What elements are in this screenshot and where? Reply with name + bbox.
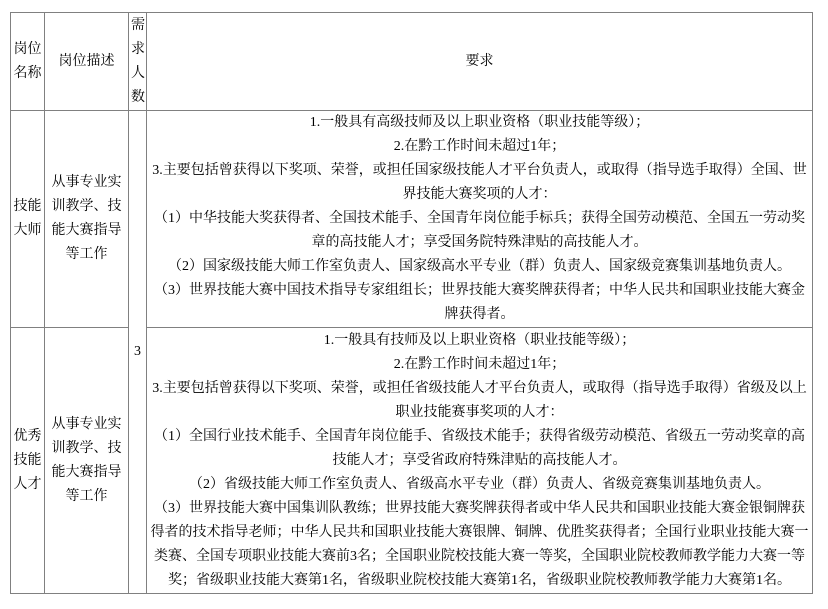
position-description-excellent-talent: 从事专业实训教学、技能大赛指导等工作 (45, 328, 129, 594)
position-name-skill-master: 技能大师 (11, 111, 45, 328)
requirement-paragraph: （3）世界技能大赛中国集训队教练；世界技能大赛奖牌获得者或中华人民共和国职业技能大赛金银铜牌获得者的技术指导老师；中华人民共和国职业技能大赛银牌、铜牌、优胜奖获得者；全国行业职业技能大赛一类赛、全国专项职业技能大赛前3名；全国职业院校技能大赛一等奖，全国职业院校教师教学能力大赛一等奖；省级职业技能大赛第1名，省级职业院校技能大赛第1名，省级职业院校教师教学能力大赛第1名。 (150, 500, 809, 588)
requirements-skill-master (147, 111, 813, 328)
requirement-paragraph: （3）世界技能大赛中国技术指导专家组组长；世界技能大赛奖牌获得者；中华人民共和国职业技能大赛金牌获得者。 (154, 283, 805, 322)
requirement-paragraph: 3.主要包括曾获得以下奖项、荣誉，或担任省级技能人才平台负责人，或取得（指导选手取得）省级及以上职业技能赛事奖项的人才： (152, 380, 807, 420)
requirement-paragraph: （1）全国行业技术能手、全国青年岗位能手、省级技术能手；获得省级劳动模范、省级五一劳动奖章的高技能人才；享受省政府特殊津贴的高技能人才。 (154, 428, 805, 468)
requirement-paragraph: 1.一般具有技师及以上职业资格（职业技能等级）； (323, 332, 636, 348)
header-headcount: 需求人数 (129, 13, 147, 111)
position-description-skill-master: 从事专业实训教学、技能大赛指导等工作 (45, 111, 129, 328)
table-header-row (11, 13, 813, 111)
recruitment-table (10, 12, 813, 594)
requirement-paragraph: 2.在黔工作时间未超过1年； (393, 139, 566, 154)
requirement-paragraph: 1.一般具有高级技师及以上职业资格（职业技能等级）； (309, 115, 650, 130)
requirements-excellent-talent (147, 328, 813, 594)
requirement-paragraph: 2.在黔工作时间未超过1年； (393, 356, 566, 372)
requirement-paragraph: （2）省级技能大师工作室负责人、省级高水平专业（群）负责人、省级竞赛集训基地负责人。 (189, 476, 770, 492)
requirement-paragraph: 3.主要包括曾获得以下奖项、荣誉，或担任国家级技能人才平台负责人，或取得（指导选手取得）全国、世界技能大赛奖项的人才： (152, 163, 807, 202)
headcount-value: 3 (129, 111, 147, 594)
header-requirements: 要求 (147, 13, 813, 111)
header-position-name: 岗位名称 (11, 13, 45, 111)
table-row-skill-master (11, 111, 813, 328)
header-position-description: 岗位描述 (45, 13, 129, 111)
requirement-paragraph: （2）国家级技能大师工作室负责人、国家级高水平专业（群）负责人、国家级竞赛集训基地负责人。 (168, 259, 791, 274)
position-name-excellent-talent: 优秀技能人才 (11, 328, 45, 594)
requirement-paragraph: （1）中华技能大奖获得者、全国技术能手、全国青年岗位能手标兵；获得全国劳动模范、全国五一劳动奖章的高技能人才；享受国务院特殊津贴的高技能人才。 (154, 211, 805, 250)
